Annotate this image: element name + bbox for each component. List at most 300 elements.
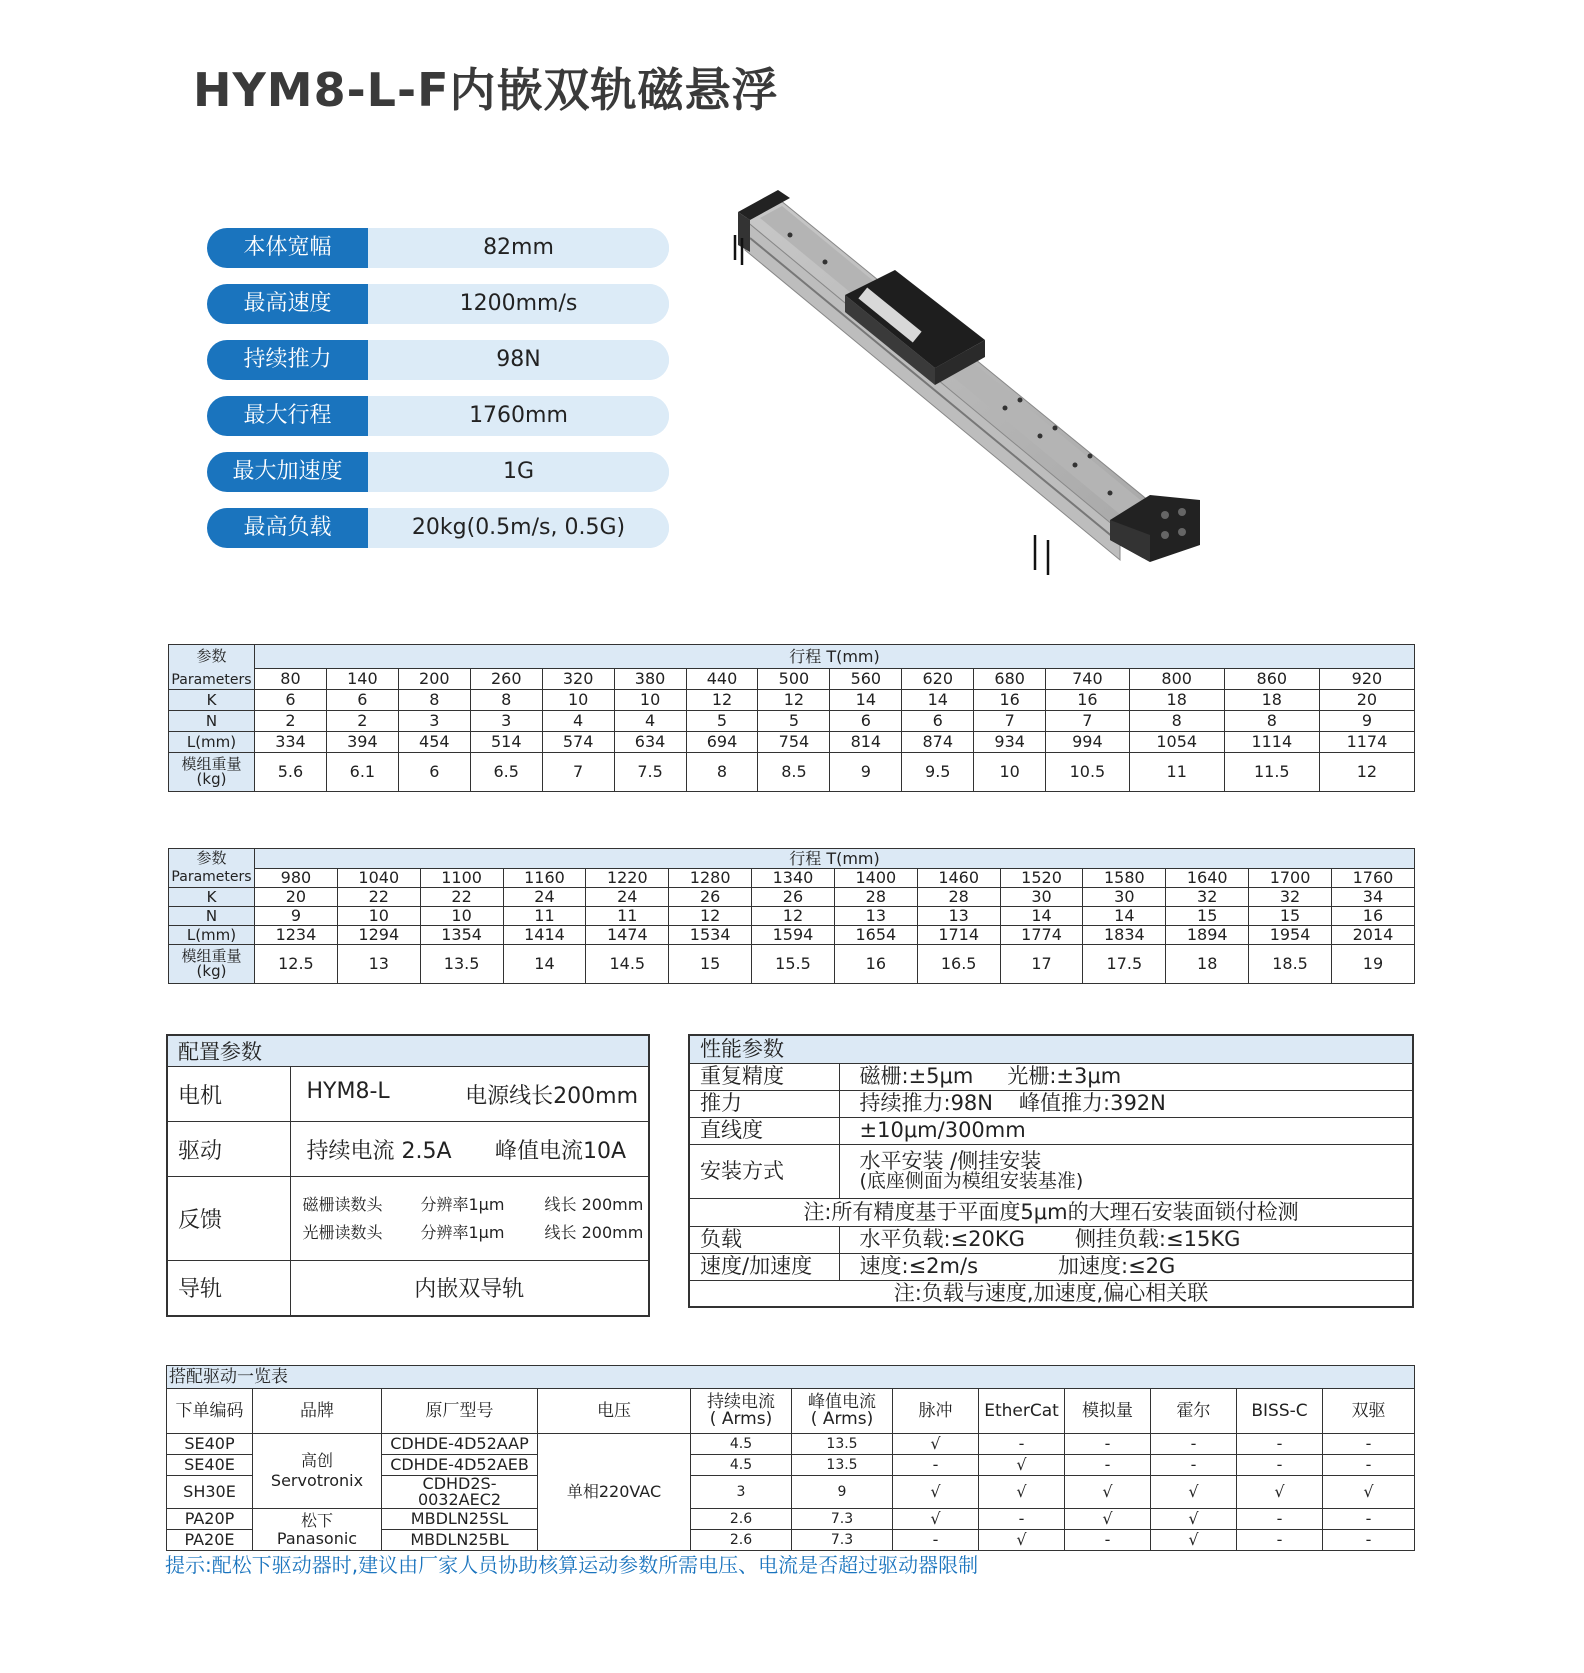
- table-cell: 574: [542, 732, 614, 753]
- support-cell: -: [893, 1530, 979, 1551]
- table-cell: 1100: [420, 869, 503, 888]
- param-label: 参数: [196, 647, 227, 665]
- spec-label: 最高负载: [207, 508, 368, 548]
- current-cell: 4.5: [691, 1455, 792, 1476]
- perf-label: 直线度: [689, 1117, 839, 1144]
- support-cell: -: [1151, 1434, 1237, 1455]
- table-cell: 32: [1249, 888, 1332, 907]
- table-cell: 814: [830, 732, 902, 753]
- table-cell: 680: [974, 669, 1046, 690]
- support-cell: √: [1151, 1476, 1237, 1509]
- table-cell: 8.5: [758, 753, 830, 792]
- support-cell: -: [1237, 1530, 1323, 1551]
- table-cell: 934: [974, 732, 1046, 753]
- table-cell: 18.5: [1249, 945, 1332, 984]
- table-cell: 320: [542, 669, 614, 690]
- table-cell: 16.5: [917, 945, 1000, 984]
- table-row: [169, 690, 1415, 711]
- brand-name: Servotronix: [270, 1471, 364, 1490]
- support-cell: √: [893, 1509, 979, 1530]
- table-cell: 1520: [1000, 869, 1083, 888]
- performance-title: 性能参数: [689, 1035, 1413, 1063]
- load-note: 注:负载与速度,加速度,偏心相关联: [689, 1280, 1413, 1307]
- table-cell: 740: [1046, 669, 1130, 690]
- table-row: [169, 907, 1415, 926]
- perf-value: 持续推力:98N: [859, 1091, 994, 1116]
- table-cell: 22: [337, 888, 420, 907]
- spec-value: 82mm: [368, 228, 669, 268]
- perf-value: 峰值推力:392N: [1019, 1091, 1166, 1116]
- support-cell: -: [1237, 1455, 1323, 1476]
- config-label: 电机: [167, 1067, 290, 1122]
- table-cell: 394: [326, 732, 398, 753]
- perf-value: ±10μm/300mm: [839, 1117, 1413, 1144]
- table-cell: 12: [686, 690, 758, 711]
- table-cell: 19: [1331, 945, 1414, 984]
- voltage-cell: 单相220VAC: [538, 1434, 691, 1551]
- table-cell: 8: [470, 690, 542, 711]
- table-cell: 1280: [669, 869, 752, 888]
- table-cell: 6.5: [470, 753, 542, 792]
- table-cell: 34: [1331, 888, 1414, 907]
- stroke-header: 行程 T(mm): [255, 645, 1415, 669]
- table-cell: 1234: [255, 926, 338, 945]
- table-cell: 5: [758, 711, 830, 732]
- support-cell: √: [1065, 1509, 1151, 1530]
- table-cell: 1640: [1166, 869, 1249, 888]
- table-cell: 200: [398, 669, 470, 690]
- current-cell: 2.6: [691, 1530, 792, 1551]
- support-cell: -: [1065, 1455, 1151, 1476]
- support-cell: -: [1237, 1434, 1323, 1455]
- perf-label: 负载: [689, 1226, 839, 1253]
- table-cell: 14: [1083, 907, 1166, 926]
- table-cell: 13: [834, 907, 917, 926]
- table-cell: 3: [470, 711, 542, 732]
- spec-value: 98N: [368, 340, 669, 380]
- param-sub: Parameters: [171, 869, 252, 885]
- table-cell: 754: [758, 732, 830, 753]
- spec-list: [207, 228, 669, 564]
- table-cell: 18: [1166, 945, 1249, 984]
- table-cell: 11: [1129, 753, 1224, 792]
- col-header: 模拟量: [1065, 1389, 1151, 1434]
- col-unit: ( Arms): [810, 1409, 874, 1429]
- brand-cell: [253, 1509, 382, 1551]
- perf-label: 速度/加速度: [689, 1253, 839, 1280]
- order-code: SE40E: [167, 1455, 253, 1476]
- support-cell: -: [1323, 1509, 1415, 1530]
- model-cell: MBDLN25BL: [382, 1530, 538, 1551]
- row-label: [169, 945, 255, 984]
- table-cell: 9.5: [902, 753, 974, 792]
- feedback-resolution: 分辨率1μm: [420, 1222, 505, 1242]
- table-cell: 12: [752, 907, 835, 926]
- table-cell: 9: [830, 753, 902, 792]
- feedback-name: 磁栅读数头: [302, 1194, 383, 1214]
- col-header: 品牌: [253, 1389, 382, 1434]
- table-cell: 8: [398, 690, 470, 711]
- table-cell: 11: [503, 907, 586, 926]
- config-table: [166, 1034, 650, 1317]
- table-cell: 2: [255, 711, 327, 732]
- weight-unit: (kg): [196, 770, 227, 788]
- support-cell: √: [979, 1455, 1065, 1476]
- table-cell: 26: [752, 888, 835, 907]
- table-cell: 7: [974, 711, 1046, 732]
- perf-label: 安装方式: [689, 1144, 839, 1198]
- table-cell: 5: [686, 711, 758, 732]
- model-cell: CDHD2S-0032AEC2: [382, 1476, 538, 1509]
- table-cell: 560: [830, 669, 902, 690]
- table-cell: 8: [686, 753, 758, 792]
- table-cell: 6: [830, 711, 902, 732]
- table-cell: 3: [398, 711, 470, 732]
- order-code: PA20P: [167, 1509, 253, 1530]
- table-cell: 2014: [1331, 926, 1414, 945]
- col-header: EtherCat: [979, 1389, 1065, 1434]
- spec-label: 持续推力: [207, 340, 368, 380]
- spec-row: [207, 508, 669, 548]
- spec-label: 最大行程: [207, 396, 368, 436]
- support-cell: √: [1323, 1476, 1415, 1509]
- col-header: 电压: [538, 1389, 691, 1434]
- linear-motor-product-image: [730, 190, 1210, 600]
- perf-value: 速度:≤2m/s: [859, 1254, 979, 1279]
- table-cell: 140: [326, 669, 398, 690]
- table-cell: 260: [470, 669, 542, 690]
- row-label: L(mm): [169, 732, 255, 753]
- table-cell: 32: [1166, 888, 1249, 907]
- current-cell: 4.5: [691, 1434, 792, 1455]
- brand-name: 高创: [300, 1451, 333, 1470]
- table-row: [169, 945, 1415, 984]
- spec-label: 最大加速度: [207, 452, 368, 492]
- table-cell: 14: [1000, 907, 1083, 926]
- drivers-table: [166, 1365, 1415, 1551]
- perf-label: 重复精度: [689, 1063, 839, 1090]
- table-cell: 6: [398, 753, 470, 792]
- perf-value: 水平负载:≤20KG: [859, 1227, 1025, 1252]
- table-cell: 9: [1319, 711, 1414, 732]
- table-cell: 1954: [1249, 926, 1332, 945]
- support-cell: √: [1151, 1509, 1237, 1530]
- table-cell: 10: [337, 907, 420, 926]
- col-header: 下单编码: [167, 1389, 253, 1434]
- table-cell: 12.5: [255, 945, 338, 984]
- support-cell: √: [979, 1530, 1065, 1551]
- table-cell: 30: [1083, 888, 1166, 907]
- perf-value: 磁栅:±5μm: [859, 1064, 974, 1089]
- perf-value: 侧挂负载:≤15KG: [1074, 1227, 1241, 1252]
- table-cell: 620: [902, 669, 974, 690]
- table-cell: 1700: [1249, 869, 1332, 888]
- table-cell: 28: [834, 888, 917, 907]
- spec-value: 1760mm: [368, 396, 669, 436]
- table-cell: 6: [902, 711, 974, 732]
- current-cell: 7.3: [792, 1530, 893, 1551]
- table-cell: 334: [255, 732, 327, 753]
- table-cell: 1774: [1000, 926, 1083, 945]
- table-cell: 10: [614, 690, 686, 711]
- table-cell: 800: [1129, 669, 1224, 690]
- col-header: 霍尔: [1151, 1389, 1237, 1434]
- spec-row: [207, 396, 669, 436]
- config-label: 导轨: [167, 1261, 290, 1316]
- table-cell: 1714: [917, 926, 1000, 945]
- table-cell: 1040: [337, 869, 420, 888]
- table-cell: 14.5: [586, 945, 669, 984]
- table-cell: 20: [255, 888, 338, 907]
- motor-model: HYM8-L: [306, 1078, 390, 1104]
- table-cell: 13.5: [420, 945, 503, 984]
- order-code: SE40P: [167, 1434, 253, 1455]
- table-cell: 7: [1046, 711, 1130, 732]
- table-cell: 1760: [1331, 869, 1414, 888]
- table-cell: 15: [669, 945, 752, 984]
- support-cell: -: [1151, 1455, 1237, 1476]
- support-cell: -: [1065, 1434, 1151, 1455]
- order-code: PA20E: [167, 1530, 253, 1551]
- support-cell: √: [1065, 1476, 1151, 1509]
- table-cell: 514: [470, 732, 542, 753]
- table-row: [169, 888, 1415, 907]
- table-row: [169, 669, 1415, 690]
- table-cell: 18: [1224, 690, 1319, 711]
- table-cell: 17.5: [1083, 945, 1166, 984]
- table-cell: 1114: [1224, 732, 1319, 753]
- feedback-name: 光栅读数头: [302, 1222, 383, 1242]
- param-label: 参数: [196, 849, 227, 867]
- table-cell: 8: [1224, 711, 1319, 732]
- table-cell: 1354: [420, 926, 503, 945]
- feedback-cable: 线长 200mm: [544, 1222, 644, 1242]
- row-label: K: [169, 888, 255, 907]
- table-cell: 14: [830, 690, 902, 711]
- table-cell: 1580: [1083, 869, 1166, 888]
- spec-label: 本体宽幅: [207, 228, 368, 268]
- table-cell: 30: [1000, 888, 1083, 907]
- perf-label: 推力: [689, 1090, 839, 1117]
- model-cell: CDHDE-4D52AEB: [382, 1455, 538, 1476]
- support-cell: -: [1323, 1455, 1415, 1476]
- current-cell: 2.6: [691, 1509, 792, 1530]
- table-cell: 10.5: [1046, 753, 1130, 792]
- table-row: [169, 869, 1415, 888]
- performance-table: [688, 1034, 1414, 1308]
- table-cell: 1174: [1319, 732, 1414, 753]
- spec-row: [207, 284, 669, 324]
- perf-value: 光栅:±3μm: [1007, 1064, 1122, 1089]
- table-cell: 17: [1000, 945, 1083, 984]
- table-cell: 4: [542, 711, 614, 732]
- table-cell: 10: [974, 753, 1046, 792]
- perf-value: 加速度:≤2G: [1058, 1254, 1176, 1279]
- table-cell: 1654: [834, 926, 917, 945]
- table-cell: 8: [1129, 711, 1224, 732]
- table-cell: 4: [614, 711, 686, 732]
- col-header: 持续电流: [707, 1392, 775, 1412]
- col-header: 脉冲: [893, 1389, 979, 1434]
- table-cell: 1534: [669, 926, 752, 945]
- weight-label: 模组重量: [181, 947, 242, 965]
- col-header: BISS-C: [1237, 1389, 1323, 1434]
- support-cell: -: [1323, 1434, 1415, 1455]
- table-row: [167, 1509, 1415, 1530]
- table-cell: 1294: [337, 926, 420, 945]
- row-label: K: [169, 690, 255, 711]
- table-cell: 1340: [752, 869, 835, 888]
- table-cell: 1400: [834, 869, 917, 888]
- support-cell: √: [893, 1434, 979, 1455]
- perf-value: (底座侧面为模组安装基准): [859, 1170, 1084, 1193]
- table-row: [169, 732, 1415, 753]
- current-cell: 3: [691, 1476, 792, 1509]
- support-cell: -: [1323, 1530, 1415, 1551]
- table-cell: 16: [1046, 690, 1130, 711]
- table-cell: 18: [1129, 690, 1224, 711]
- table-cell: 26: [669, 888, 752, 907]
- table-cell: 920: [1319, 669, 1414, 690]
- table-cell: 5.6: [255, 753, 327, 792]
- table-cell: 9: [255, 907, 338, 926]
- table-cell: 6: [326, 690, 398, 711]
- current-cell: 13.5: [792, 1434, 893, 1455]
- col-header: 原厂型号: [382, 1389, 538, 1434]
- table-row: [169, 711, 1415, 732]
- brand-name: 松下: [300, 1510, 333, 1530]
- table-cell: 1160: [503, 869, 586, 888]
- current-cell: 13.5: [792, 1455, 893, 1476]
- hint-text: 提示:配松下驱动器时,建议由厂家人员协助核算运动参数所需电压、电流是否超过驱动器限制: [165, 1553, 979, 1577]
- support-cell: -: [893, 1455, 979, 1476]
- table-cell: 1594: [752, 926, 835, 945]
- table-cell: 10: [542, 690, 614, 711]
- table-cell: 28: [917, 888, 1000, 907]
- perf-value: 水平安装 /侧挂安装: [859, 1149, 1042, 1173]
- table-cell: 980: [255, 869, 338, 888]
- order-code: SH30E: [167, 1476, 253, 1509]
- col-header: 双驱: [1323, 1389, 1415, 1434]
- row-label: N: [169, 711, 255, 732]
- table-cell: 24: [503, 888, 586, 907]
- table-cell: 500: [758, 669, 830, 690]
- support-cell: √: [979, 1476, 1065, 1509]
- table-cell: 994: [1046, 732, 1130, 753]
- col-header: 峰值电流: [808, 1392, 876, 1412]
- drive-continuous: 持续电流 2.5A: [306, 1138, 452, 1164]
- rail-value: 内嵌双导轨: [290, 1261, 649, 1316]
- table-cell: 24: [586, 888, 669, 907]
- weight-unit: (kg): [196, 962, 227, 980]
- table-cell: 1414: [503, 926, 586, 945]
- drivers-title: 搭配驱动一览表: [167, 1366, 1415, 1389]
- table-cell: 80: [255, 669, 327, 690]
- row-label: L(mm): [169, 926, 255, 945]
- table-cell: 15: [1166, 907, 1249, 926]
- table-cell: 15.5: [752, 945, 835, 984]
- col-unit: ( Arms): [709, 1409, 773, 1429]
- page-title: HYM8-L-F内嵌双轨磁悬浮: [193, 63, 779, 117]
- table-row: [169, 926, 1415, 945]
- table-cell: 14: [902, 690, 974, 711]
- table-cell: 20: [1319, 690, 1414, 711]
- spec-value: 20kg(0.5m/s, 0.5G): [368, 508, 669, 548]
- table-cell: 380: [614, 669, 686, 690]
- table-cell: 10: [420, 907, 503, 926]
- spec-row: [207, 452, 669, 492]
- table-cell: 6.1: [326, 753, 398, 792]
- table-cell: 13: [917, 907, 1000, 926]
- row-label: N: [169, 907, 255, 926]
- table-cell: 1834: [1083, 926, 1166, 945]
- current-cell: 7.3: [792, 1509, 893, 1530]
- config-title: 配置参数: [167, 1035, 649, 1067]
- table-cell: 1054: [1129, 732, 1224, 753]
- spec-row: [207, 228, 669, 268]
- drive-peak: 峰值电流10A: [494, 1138, 626, 1164]
- brand-name: Panasonic: [276, 1528, 358, 1548]
- spec-value: 1G: [368, 452, 669, 492]
- table-cell: 6: [255, 690, 327, 711]
- table-cell: 16: [834, 945, 917, 984]
- config-label: 驱动: [167, 1122, 290, 1177]
- table-cell: 440: [686, 669, 758, 690]
- table-cell: 634: [614, 732, 686, 753]
- current-cell: 9: [792, 1476, 893, 1509]
- row-label: [169, 753, 255, 792]
- motor-cable: 电源线长200mm: [465, 1083, 638, 1109]
- stroke-table-1: [168, 644, 1415, 792]
- table-cell: 16: [974, 690, 1046, 711]
- table-cell: 11: [586, 907, 669, 926]
- param-sub: Parameters: [171, 672, 252, 688]
- config-label: 反馈: [167, 1177, 290, 1261]
- table-cell: 13: [337, 945, 420, 984]
- table-cell: 11.5: [1224, 753, 1319, 792]
- table-cell: 15: [1249, 907, 1332, 926]
- table-cell: 12: [669, 907, 752, 926]
- support-cell: -: [979, 1434, 1065, 1455]
- weight-label: 模组重量: [181, 755, 242, 773]
- spec-row: [207, 340, 669, 380]
- table-cell: 16: [1331, 907, 1414, 926]
- table-cell: 7.5: [614, 753, 686, 792]
- table-cell: 874: [902, 732, 974, 753]
- support-cell: √: [893, 1476, 979, 1509]
- table-row: [167, 1434, 1415, 1455]
- table-cell: 1220: [586, 869, 669, 888]
- model-cell: CDHDE-4D52AAP: [382, 1434, 538, 1455]
- feedback-resolution: 分辨率1μm: [420, 1194, 505, 1214]
- table-cell: 694: [686, 732, 758, 753]
- table-cell: 1460: [917, 869, 1000, 888]
- table-cell: 22: [420, 888, 503, 907]
- table-cell: 2: [326, 711, 398, 732]
- table-cell: 860: [1224, 669, 1319, 690]
- table-cell: 454: [398, 732, 470, 753]
- table-cell: 1894: [1166, 926, 1249, 945]
- feedback-cable: 线长 200mm: [544, 1194, 644, 1214]
- table-row: [169, 753, 1415, 792]
- table-cell: 12: [1319, 753, 1414, 792]
- spec-label: 最高速度: [207, 284, 368, 324]
- support-cell: √: [1237, 1476, 1323, 1509]
- precision-note: 注:所有精度基于平面度5μm的大理石安装面锁付检测: [689, 1198, 1413, 1226]
- table-cell: 7: [542, 753, 614, 792]
- support-cell: -: [1065, 1530, 1151, 1551]
- spec-value: 1200mm/s: [368, 284, 669, 324]
